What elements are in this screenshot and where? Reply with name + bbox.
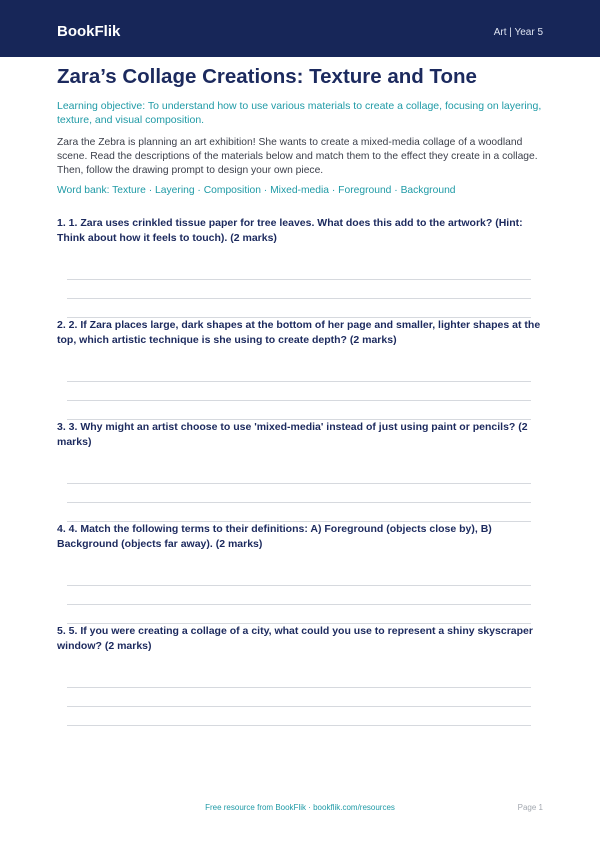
answer-line[interactable] (67, 604, 531, 605)
question-3: 3. 3. Why might an artist choose to use 'mixed-media' instead of just using paint or pencils? (2 marks) (57, 420, 547, 449)
answer-line[interactable] (67, 725, 531, 726)
brand-logo[interactable]: BookFlik (57, 23, 121, 40)
question-4: 4. 4. Match the following terms to their definitions: A) Foreground (objects close by), B) Background (objects far away). (2 marks) (57, 522, 547, 551)
question-5: 5. 5. If you were creating a collage of a city, what could you use to represent a shiny skyscraper window? (2 marks) (57, 624, 547, 653)
answer-line[interactable] (67, 400, 531, 401)
learning-objective: Learning objective: To understand how to use various materials to create a collage, focusing on layering, texture, and visual composition. (57, 100, 542, 126)
question-1: 1. 1. Zara uses crinkled tissue paper for tree leaves. What does this add to the artwork? (Hint: Think about how it feels to touch). (2 marks) (57, 217, 523, 244)
worksheet-title: Zara’s Collage Creations: Texture and Tone (57, 65, 477, 88)
page-number: Page 1 (517, 803, 543, 812)
answer-line[interactable] (67, 279, 531, 280)
footer-resource-link[interactable]: Free resource from BookFlik · bookflik.com/resources (205, 803, 395, 812)
answer-line[interactable] (67, 585, 531, 586)
subject-year-label: Art | Year 5 (493, 27, 543, 38)
answer-line[interactable] (67, 298, 531, 299)
answer-line[interactable] (67, 381, 531, 382)
word-bank: Word bank: Texture · Layering · Composition · Mixed-media · Foreground · Background (57, 185, 456, 196)
answer-line[interactable] (67, 706, 531, 707)
answer-line[interactable] (67, 483, 531, 484)
answer-line[interactable] (67, 502, 531, 503)
page-header (0, 0, 600, 57)
intro-paragraph: Zara the Zebra is planning an art exhibition! She wants to create a mixed-media collage of a woodland scene. Read the descriptions of the materials below and match them to the effect they create in a collage. Then, follow the drawing prompt to design your own piece. (57, 137, 538, 176)
answer-line[interactable] (67, 687, 531, 688)
question-2: 2. 2. If Zara places large, dark shapes at the bottom of her page and smaller, lighter shapes at the top, which artistic technique is she using to create depth? (2 marks) (57, 318, 547, 347)
